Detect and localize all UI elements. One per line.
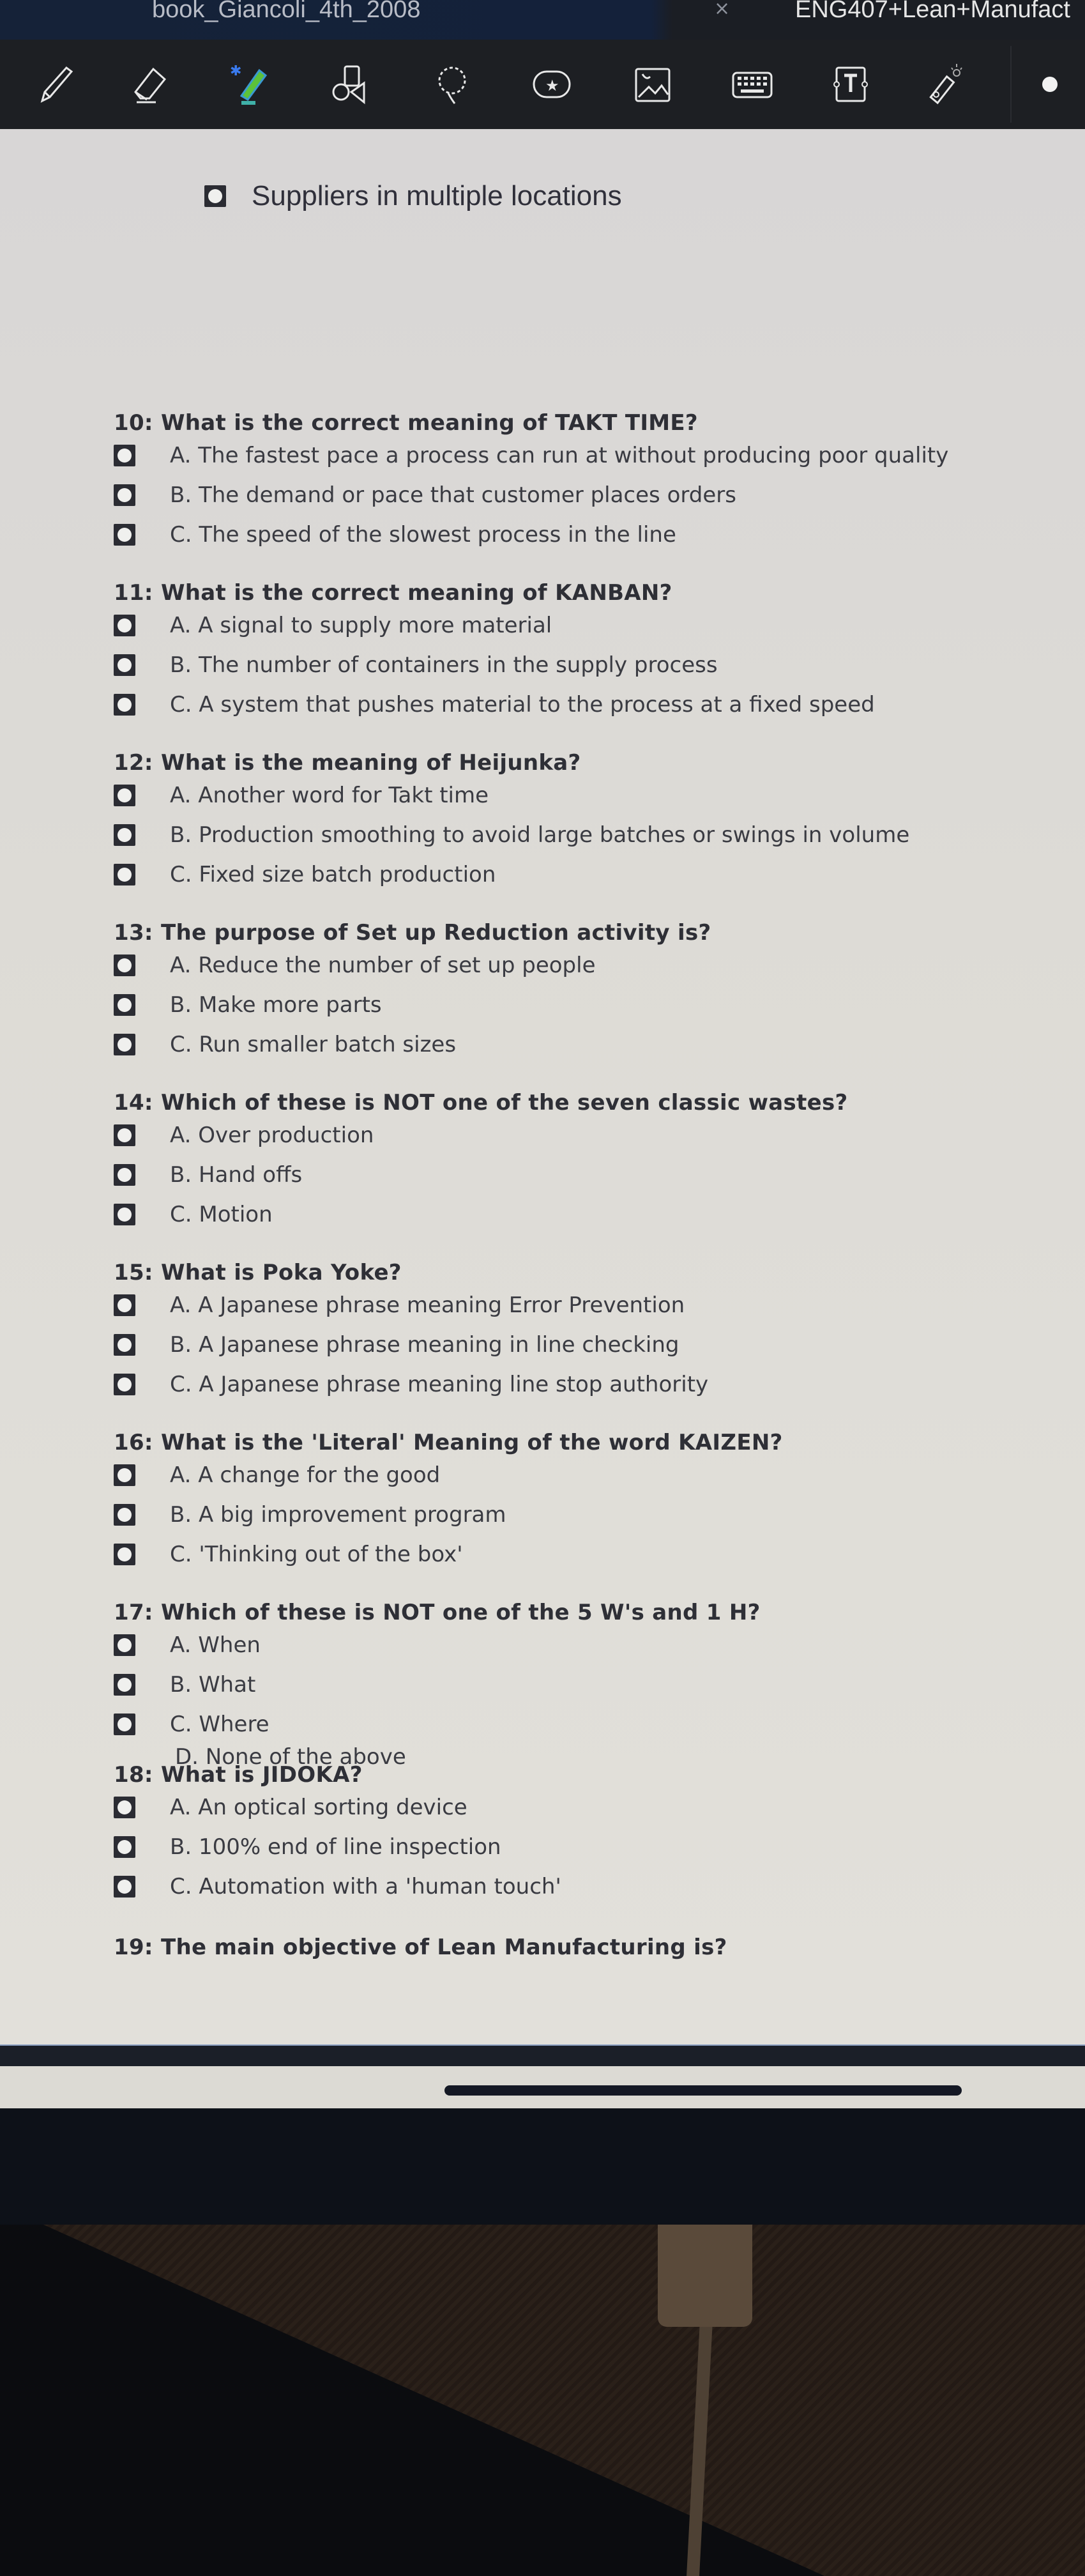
option-label: C. A system that pushes material to the process at a fixed speed	[170, 692, 875, 717]
checkbox[interactable]	[114, 445, 135, 466]
shapes-icon	[327, 61, 373, 107]
option-c	[114, 515, 948, 555]
option-label: B. The demand or pace that customer places orders	[170, 482, 736, 508]
checkbox[interactable]	[114, 1504, 135, 1526]
checkbox[interactable]	[114, 864, 135, 885]
page-separator-bar	[0, 2044, 1085, 2066]
option-label: A. A Japanese phrase meaning Error Prevention	[170, 1292, 685, 1318]
laser-pointer-tool-button[interactable]	[920, 59, 971, 110]
tab-bar	[0, 0, 1085, 40]
checkbox[interactable]	[114, 954, 135, 976]
sticker-tool-button[interactable]	[526, 59, 577, 110]
question-13	[114, 920, 711, 1064]
option-label: C. Where	[170, 1712, 269, 1737]
option-a	[114, 1285, 708, 1325]
color-dot-icon	[1027, 61, 1073, 107]
option-label: A. Another word for Takt time	[170, 783, 489, 808]
image-tool-button[interactable]	[627, 59, 678, 110]
option-b	[114, 815, 909, 855]
option-b	[114, 475, 948, 515]
option-label: A. A change for the good	[170, 1462, 441, 1488]
question-title: 12: What is the meaning of Heijunka?	[114, 750, 581, 776]
option-suppliers-multiple-locations	[204, 180, 622, 212]
checkbox[interactable]	[114, 1876, 135, 1897]
option-c	[114, 1705, 761, 1744]
option-a	[114, 1788, 561, 1827]
checkbox[interactable]	[114, 1674, 135, 1696]
text-box-icon	[828, 61, 874, 107]
option-label: C. Motion	[170, 1202, 273, 1227]
checkbox[interactable]	[114, 1124, 135, 1146]
option-a	[114, 1455, 783, 1495]
option-label: C. 'Thinking out of the box'	[170, 1542, 463, 1567]
option-label: B. What	[170, 1672, 256, 1698]
checkbox[interactable]	[114, 824, 135, 846]
option-c	[114, 1867, 561, 1906]
option-b	[114, 1495, 783, 1535]
option-b	[114, 1665, 761, 1705]
svg-text:✱: ✱	[230, 63, 242, 79]
option-label: A. Over production	[170, 1123, 374, 1148]
option-label: B. 100% end of line inspection	[170, 1834, 501, 1860]
option-label: A. A signal to supply more material	[170, 613, 552, 638]
checkbox[interactable]	[114, 694, 135, 716]
option-c	[114, 685, 875, 724]
checkbox[interactable]	[114, 1836, 135, 1858]
desk-wood-surface	[0, 2225, 1085, 2576]
checkbox[interactable]	[114, 1797, 135, 1818]
option-c	[114, 1025, 711, 1064]
question-10	[114, 410, 948, 555]
checkbox[interactable]	[114, 1374, 135, 1395]
question-title: 11: What is the correct meaning of KANBAN?	[114, 580, 672, 606]
charging-plug	[658, 2225, 752, 2327]
question-title: 19: The main objective of Lean Manufacturing is?	[114, 1935, 727, 1960]
question-title: 17: Which of these is NOT one of the 5 W's and 1 H?	[114, 1600, 761, 1625]
option-a	[114, 1116, 848, 1155]
option-label: B. A Japanese phrase meaning in line checking	[170, 1332, 679, 1358]
option-a	[114, 946, 711, 985]
option-b	[114, 1325, 708, 1365]
option-c	[114, 1535, 783, 1574]
device-bezel	[0, 2108, 1085, 2225]
option-b	[114, 1827, 561, 1867]
option-label: C. Run smaller batch sizes	[170, 1032, 457, 1057]
option-label: Suppliers in multiple locations	[252, 180, 622, 211]
document-page	[0, 129, 1085, 2044]
question-16	[114, 1430, 783, 1574]
laser-pointer-icon	[922, 61, 968, 107]
checkbox[interactable]	[114, 1634, 135, 1656]
option-label: B. The number of containers in the supply process	[170, 652, 718, 678]
keyboard-icon	[729, 61, 775, 107]
color-picker-button[interactable]	[1024, 59, 1075, 110]
question-title: 18: What is JIDOKA?	[114, 1762, 363, 1788]
question-12	[114, 750, 909, 894]
option-c	[114, 1195, 848, 1234]
option-label: B. Hand offs	[170, 1162, 303, 1188]
option-label: B. Production smoothing to avoid large batches or swings in volume	[170, 822, 910, 848]
checkbox[interactable]	[114, 1464, 135, 1486]
home-indicator[interactable]	[444, 2085, 962, 2096]
question-18	[114, 1762, 561, 1906]
keyboard-tool-button[interactable]	[727, 59, 778, 110]
checkbox[interactable]	[114, 785, 135, 806]
sticker-icon	[529, 61, 575, 107]
desk-background	[0, 2225, 1085, 2576]
checkbox[interactable]	[114, 1034, 135, 1055]
option-a	[114, 606, 875, 645]
option-c	[114, 1365, 708, 1404]
svg-text:★: ★	[545, 77, 559, 95]
question-title: 10: What is the correct meaning of TAKT TIME?	[114, 410, 698, 436]
text-box-tool-button[interactable]	[825, 59, 876, 110]
option-label: A. An optical sorting device	[170, 1795, 467, 1820]
toolbar-divider	[1010, 46, 1012, 123]
checkbox[interactable]	[114, 524, 135, 546]
checkbox[interactable]	[114, 1294, 135, 1316]
option-label: D. None of the above	[175, 1744, 406, 1770]
question-11	[114, 580, 875, 724]
option-c	[114, 855, 909, 894]
option-a	[114, 776, 909, 815]
question-19	[114, 1935, 727, 1960]
option-label: A. Reduce the number of set up people	[170, 953, 596, 978]
question-15	[114, 1260, 708, 1404]
option-b	[114, 985, 711, 1025]
option-b	[114, 645, 875, 685]
question-14	[114, 1090, 848, 1234]
option-label: C. Fixed size batch production	[170, 862, 496, 887]
checkbox[interactable]	[114, 484, 135, 506]
pen-tool-button[interactable]	[31, 59, 82, 110]
option-a	[114, 436, 948, 475]
option-b	[114, 1155, 848, 1195]
shapes-tool-button[interactable]	[324, 59, 376, 110]
tab-book-giancoli[interactable]: book_Giancoli_4th_2008	[152, 0, 421, 23]
highlighter-tool-button[interactable]	[226, 59, 277, 110]
checkbox[interactable]	[114, 994, 135, 1016]
option-label: A. The fastest pace a process can run at without producing poor quality	[170, 443, 949, 468]
lasso-tool-button[interactable]	[427, 59, 478, 110]
checkbox[interactable]	[114, 1713, 135, 1735]
question-title: 13: The purpose of Set up Reduction activity is?	[114, 920, 711, 946]
question-title: 14: Which of these is NOT one of the seven classic wastes?	[114, 1090, 848, 1116]
option-label: C. The speed of the slowest process in the line	[170, 522, 676, 548]
checkbox[interactable]	[114, 615, 135, 636]
eraser-tool-button[interactable]	[125, 59, 176, 110]
option-label: C. Automation with a 'human touch'	[170, 1874, 561, 1899]
option-label: A. When	[170, 1632, 261, 1658]
question-17	[114, 1600, 761, 1770]
highlighter-icon	[229, 61, 275, 107]
image-icon	[630, 61, 676, 107]
option-label: C. A Japanese phrase meaning line stop authority	[170, 1372, 709, 1397]
checkbox[interactable]	[114, 1204, 135, 1225]
tab-eng407-lean-manufacturing[interactable]: ENG407+Lean+Manufact	[795, 0, 1070, 23]
option-label: B. A big improvement program	[170, 1502, 506, 1528]
pen-icon	[33, 61, 79, 107]
lasso-icon	[429, 61, 475, 107]
option-a	[114, 1625, 761, 1665]
question-title: 16: What is the 'Literal' Meaning of the word KAIZEN?	[114, 1430, 783, 1455]
checkbox[interactable]	[204, 185, 226, 207]
checkbox[interactable]	[114, 654, 135, 676]
option-label: B. Make more parts	[170, 992, 382, 1018]
checkbox[interactable]	[114, 1544, 135, 1565]
checkbox[interactable]	[114, 1164, 135, 1186]
annotation-toolbar	[0, 40, 1085, 129]
checkbox[interactable]	[114, 1334, 135, 1356]
question-title: 15: What is Poka Yoke?	[114, 1260, 402, 1285]
close-tab-icon[interactable]: ×	[714, 0, 731, 20]
eraser-icon	[128, 61, 174, 107]
